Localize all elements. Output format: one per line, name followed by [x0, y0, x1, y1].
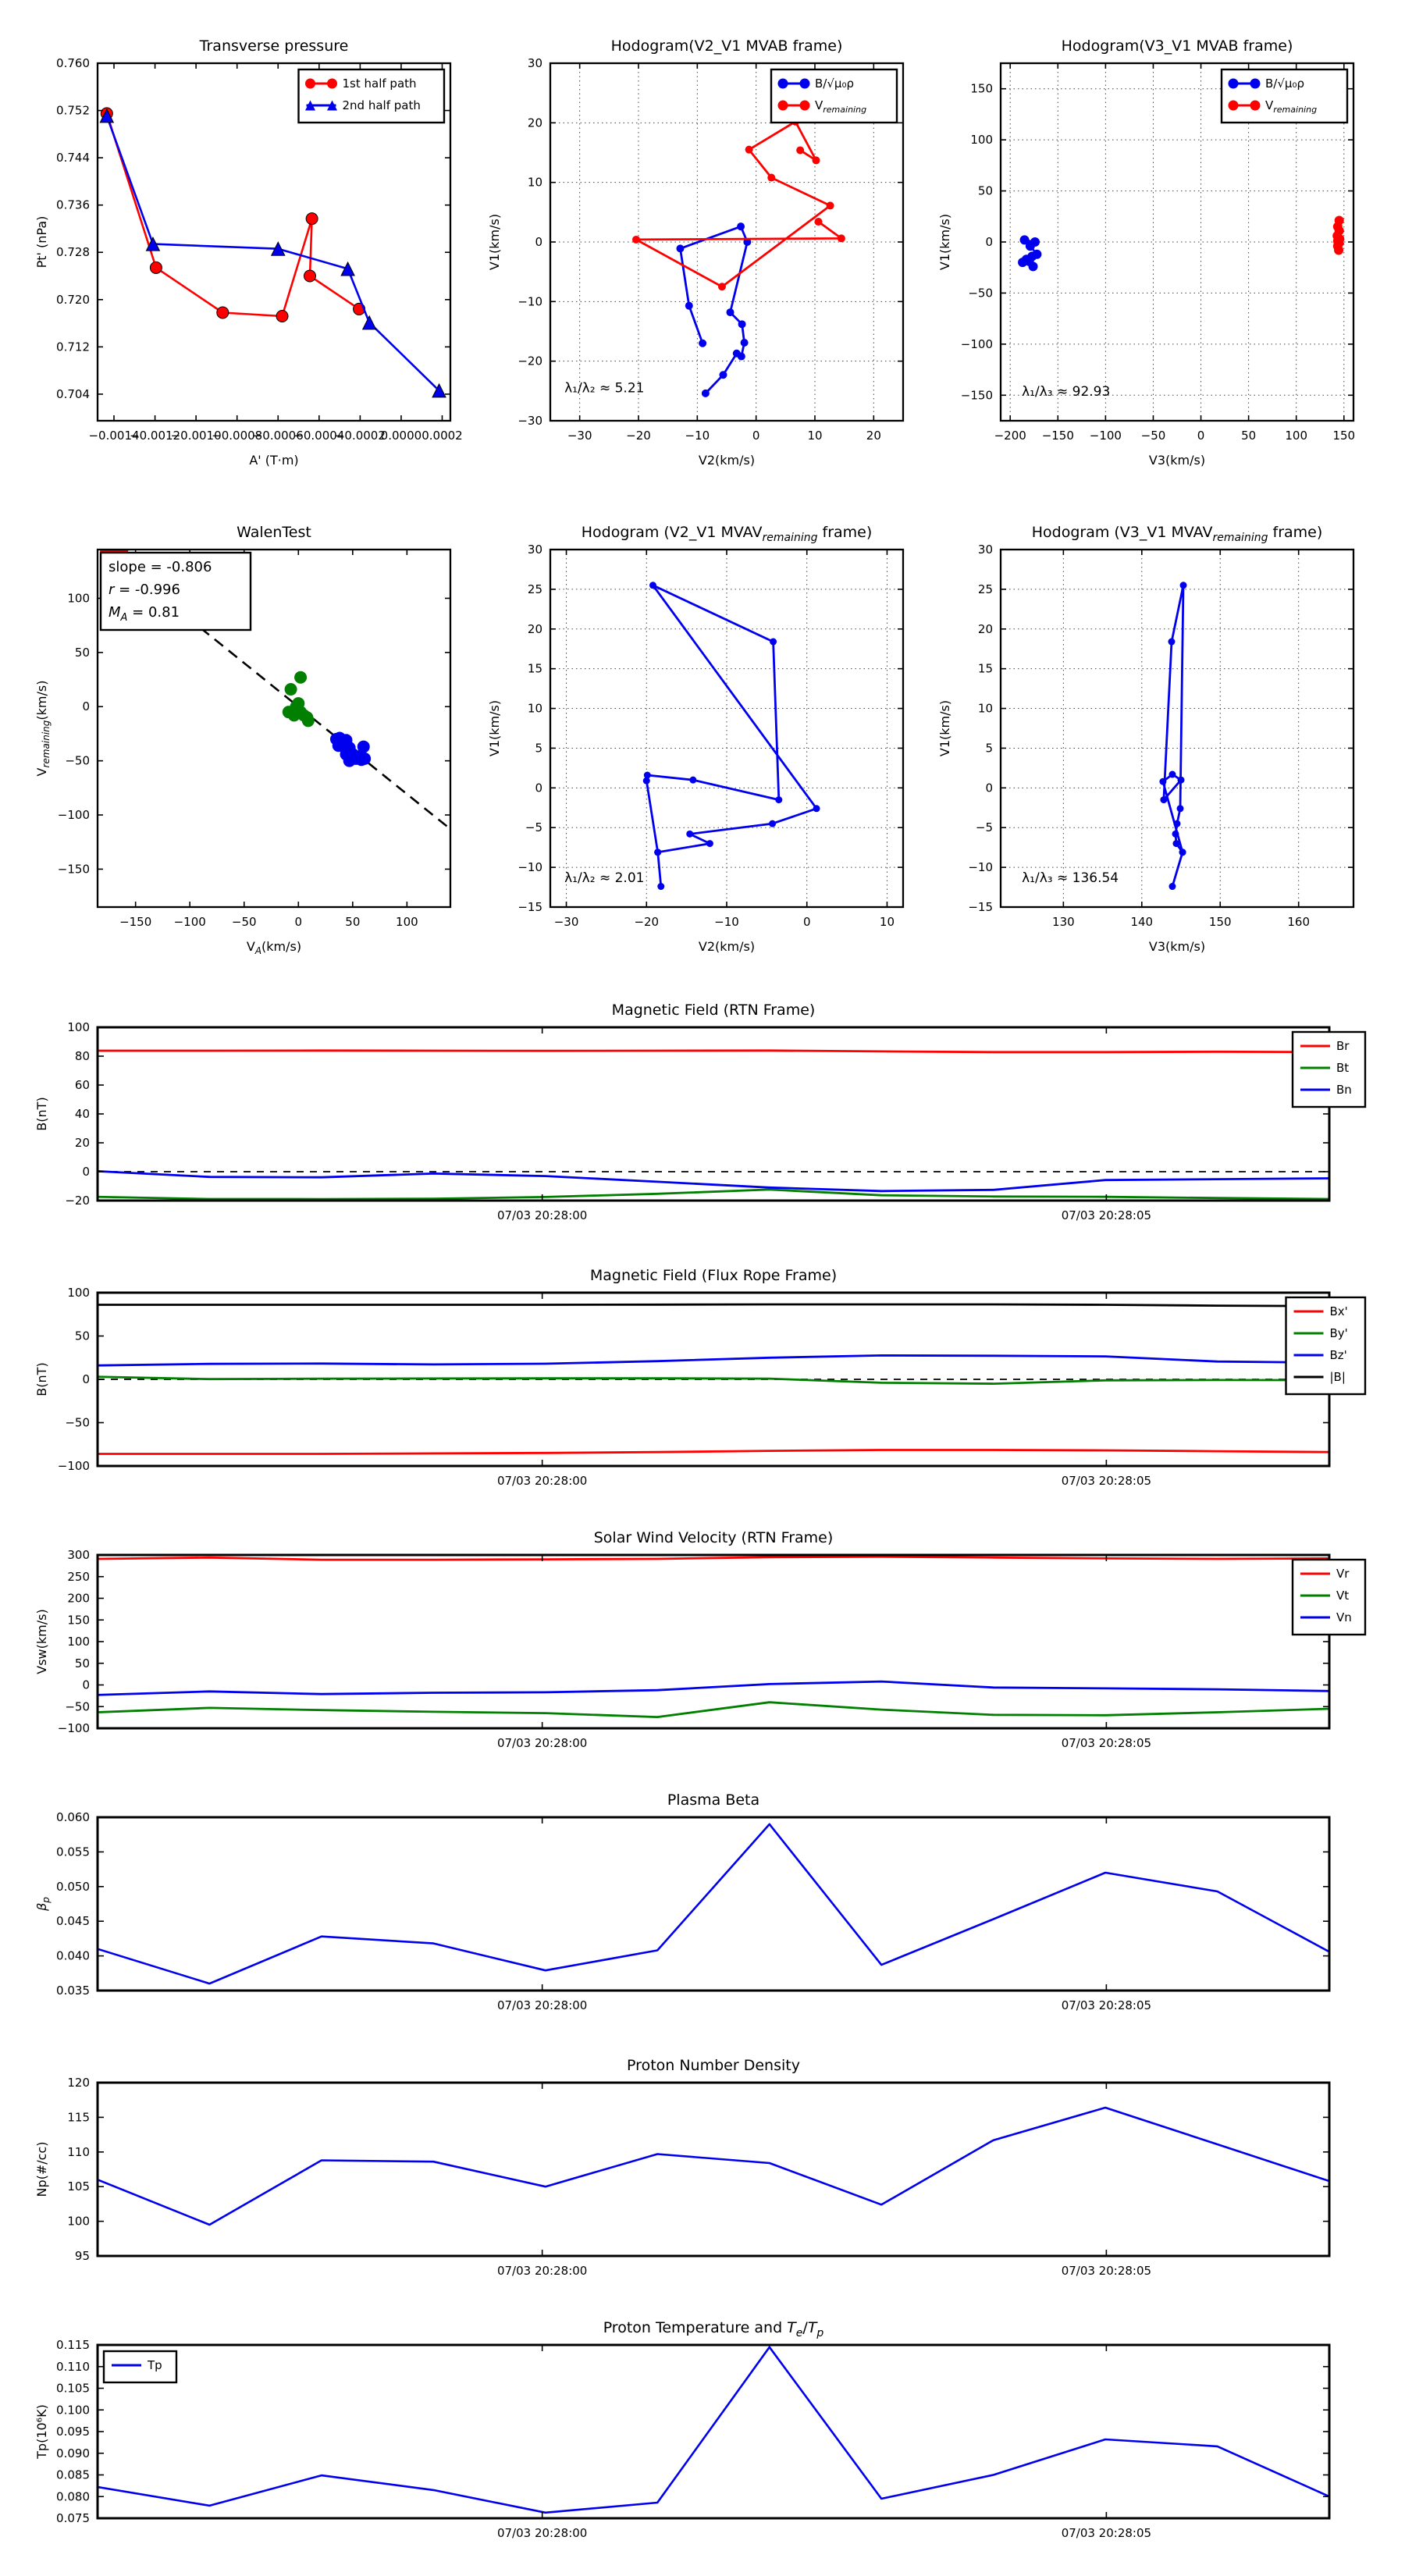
svg-text:07/03 20:28:05: 07/03 20:28:05 [1061, 2526, 1152, 2540]
svg-text:0.744: 0.744 [56, 151, 90, 165]
svg-text:−0.0012: −0.0012 [130, 429, 181, 443]
svg-text:−20: −20 [65, 1194, 90, 1208]
svg-text:07/03 20:28:00: 07/03 20:28:00 [496, 2526, 588, 2540]
svg-text:10: 10 [879, 915, 895, 929]
svg-text:A' (T·m): A' (T·m) [249, 453, 299, 468]
svg-text:−50: −50 [65, 753, 90, 768]
svg-text:0.080: 0.080 [56, 2489, 90, 2504]
svg-text:30: 30 [527, 56, 542, 70]
panel-hodogram-v3v1-mvav [927, 506, 1368, 974]
svg-text:−15: −15 [968, 900, 993, 914]
svg-text:V2(km/s): V2(km/s) [698, 939, 756, 954]
svg-text:100: 100 [67, 1020, 90, 1034]
svg-text:160: 160 [1287, 915, 1311, 929]
svg-text:0.090: 0.090 [56, 2446, 90, 2460]
svg-text:07/03 20:28:00: 07/03 20:28:00 [496, 1998, 588, 2012]
svg-text:−15: −15 [518, 900, 542, 914]
svg-text:Proton Temperature and Te/Tp: Proton Temperature and $T_e/T_p$ [603, 2319, 824, 2339]
svg-text:50: 50 [345, 915, 361, 929]
svg-text:0.720: 0.720 [56, 292, 90, 307]
svg-text:0.035: 0.035 [56, 1984, 90, 1998]
svg-text:V1(km/s): V1(km/s) [937, 213, 952, 271]
svg-text:07/03 20:28:05: 07/03 20:28:05 [1061, 1736, 1152, 1750]
panel-hodogram-v2v1-mvab [476, 20, 917, 488]
svg-text:−5: −5 [525, 820, 542, 835]
svg-text:Pt' (nPa): Pt' (nPa) [34, 215, 49, 269]
svg-text:1st half path: 1st half path [342, 76, 417, 91]
svg-text:Hodogram(V2_V1 MVAB frame): Hodogram(V2_V1 MVAB frame) [610, 37, 843, 55]
svg-text:0.115: 0.115 [56, 2338, 90, 2352]
svg-text:300: 300 [67, 1548, 90, 1562]
svg-text:0.0000: 0.0000 [380, 429, 422, 443]
svg-text:40: 40 [74, 1107, 90, 1121]
svg-text:B/√μ₀ρ: B/√μ₀ρ [815, 76, 854, 91]
svg-text:0.085: 0.085 [56, 2467, 90, 2482]
svg-text:−150: −150 [1041, 429, 1074, 443]
svg-text:−20: −20 [634, 915, 660, 929]
svg-text:Bx': Bx' [1329, 1304, 1348, 1318]
svg-text:−150: −150 [960, 388, 993, 403]
svg-text:60: 60 [74, 1078, 90, 1092]
svg-text:0.060: 0.060 [56, 1810, 90, 1824]
svg-text:λ₁/λ₃ ≈ 92.93: λ₁/λ₃ ≈ 92.93 [1022, 383, 1111, 400]
svg-text:−20: −20 [518, 354, 542, 368]
svg-text:Vremaining: $V_{remaining}$ [815, 98, 867, 115]
svg-text:−50: −50 [65, 1415, 90, 1430]
svg-text:βp: $\beta_p$ [34, 1897, 52, 1911]
svg-text:0: 0 [752, 429, 760, 443]
svg-text:λ₁/λ₂ ≈ 5.21: λ₁/λ₂ ≈ 5.21 [564, 380, 645, 397]
svg-text:20: 20 [527, 116, 542, 130]
svg-text:Hodogram (V2_V1 MVAVremaining: Hodogram (V2_V1 $MVAV_{remaining}$ frame) [581, 524, 873, 544]
svg-text:B(nT): B(nT) [34, 1362, 49, 1397]
panel-walen-test [23, 506, 464, 974]
svg-text:−50: −50 [231, 915, 257, 929]
svg-text:50: 50 [977, 183, 993, 198]
svg-text:−100: −100 [173, 915, 206, 929]
svg-text:V1(km/s): V1(km/s) [487, 699, 502, 757]
svg-text:−10: −10 [714, 915, 739, 929]
svg-text:Bt: Bt [1336, 1061, 1350, 1075]
panel-hodogram-v2v1-mvav [476, 506, 917, 974]
svg-text:−0.0006: −0.0006 [252, 429, 304, 443]
svg-text:0.110: 0.110 [56, 2359, 90, 2374]
panel-proton-number-density [0, 2048, 1405, 2306]
svg-text:Bn: Bn [1336, 1083, 1352, 1097]
svg-text:100: 100 [67, 2214, 90, 2229]
svg-text:−100: −100 [960, 336, 993, 351]
svg-text:110: 110 [67, 2144, 90, 2159]
svg-text:V3(km/s): V3(km/s) [1148, 453, 1206, 468]
svg-text:0: 0 [535, 235, 542, 249]
svg-text:0: 0 [82, 699, 90, 714]
svg-text:0.0002: 0.0002 [422, 429, 463, 443]
svg-text:Br: Br [1336, 1039, 1350, 1053]
svg-text:Bz': Bz' [1329, 1348, 1347, 1362]
svg-text:0: 0 [985, 235, 993, 249]
svg-text:Proton Number Density: Proton Number Density [627, 2057, 800, 2074]
svg-text:−5: −5 [975, 820, 993, 835]
svg-text:VA(km/s): $V_A(km/s)$ [246, 939, 302, 956]
svg-text:Hodogram (V3_V1 MVAVremaining: Hodogram (V3_V1 $MVAV_{remaining}$ frame) [1031, 524, 1323, 544]
svg-text:Vremaining(km/s): $V_{remaining}(km/s)$ [34, 680, 52, 777]
svg-text:MA = 0.81: $M_A = 0.81$ [108, 604, 180, 624]
svg-text:−30: −30 [553, 915, 579, 929]
svg-text:0.760: 0.760 [56, 56, 90, 70]
svg-text:150: 150 [1208, 915, 1232, 929]
svg-text:−150: −150 [119, 915, 152, 929]
svg-text:−0.0010: −0.0010 [170, 429, 222, 443]
svg-text:r = -0.996: r = -0.996 [108, 582, 180, 598]
svg-text:−10: −10 [968, 860, 993, 875]
panel-plasma-beta [0, 1783, 1405, 2041]
svg-text:5: 5 [985, 741, 993, 756]
svg-text:50: 50 [74, 645, 90, 660]
svg-text:07/03 20:28:05: 07/03 20:28:05 [1061, 2264, 1152, 2278]
svg-text:0.736: 0.736 [56, 197, 90, 212]
svg-text:Transverse pressure: Transverse pressure [199, 37, 349, 55]
svg-text:80: 80 [74, 1049, 90, 1063]
svg-text:150: 150 [1332, 429, 1356, 443]
panel-hodogram-v3v1-mvab [927, 20, 1368, 488]
svg-text:100: 100 [970, 133, 993, 148]
svg-text:λ₁/λ₃ ≈ 136.54: λ₁/λ₃ ≈ 136.54 [1022, 870, 1119, 886]
svg-text:Hodogram(V3_V1 MVAB frame): Hodogram(V3_V1 MVAB frame) [1061, 37, 1293, 55]
svg-text:−100: −100 [57, 808, 90, 823]
svg-text:130: 130 [1052, 915, 1075, 929]
svg-text:B/√μ₀ρ: B/√μ₀ρ [1265, 76, 1304, 91]
svg-text:0.045: 0.045 [56, 1914, 90, 1929]
svg-text:0: 0 [82, 1678, 90, 1692]
svg-text:0.095: 0.095 [56, 2425, 90, 2439]
svg-text:Solar Wind Velocity (RTN Frame: Solar Wind Velocity (RTN Frame) [593, 1529, 834, 1546]
svg-text:15: 15 [527, 661, 542, 676]
svg-text:0.752: 0.752 [56, 103, 90, 118]
svg-text:Magnetic Field (Flux Rope Fram: Magnetic Field (Flux Rope Frame) [589, 1267, 838, 1284]
svg-text:−0.0004: −0.0004 [293, 429, 345, 443]
svg-text:0: 0 [1197, 429, 1205, 443]
svg-text:0.105: 0.105 [56, 2381, 90, 2396]
panel-proton-temperature [0, 2311, 1405, 2568]
svg-text:0: 0 [535, 781, 542, 795]
svg-text:Plasma Beta: Plasma Beta [667, 1791, 760, 1809]
svg-text:50: 50 [74, 1656, 90, 1670]
svg-text:25: 25 [977, 582, 993, 596]
svg-text:20: 20 [527, 621, 542, 636]
panel-solar-wind-velocity [0, 1521, 1405, 1778]
svg-text:07/03 20:28:00: 07/03 20:28:00 [496, 1208, 588, 1222]
svg-text:150: 150 [67, 1613, 90, 1628]
panel-magnetic-field-flux-rope [0, 1258, 1405, 1516]
svg-text:WalenTest: WalenTest [237, 524, 311, 541]
svg-text:slope = -0.806: slope = -0.806 [108, 559, 212, 575]
svg-text:30: 30 [527, 543, 542, 557]
svg-text:−0.0002: −0.0002 [334, 429, 386, 443]
svg-text:07/03 20:28:00: 07/03 20:28:00 [496, 1736, 588, 1750]
svg-text:07/03 20:28:05: 07/03 20:28:05 [1061, 1998, 1152, 2012]
svg-text:0.728: 0.728 [56, 245, 90, 260]
svg-text:25: 25 [527, 582, 542, 596]
svg-text:0.100: 0.100 [56, 2403, 90, 2418]
svg-text:−0.0014: −0.0014 [88, 429, 140, 443]
svg-text:−200: −200 [994, 429, 1026, 443]
svg-text:−100: −100 [1089, 429, 1122, 443]
svg-text:20: 20 [866, 429, 881, 443]
svg-text:50: 50 [1241, 429, 1257, 443]
svg-text:−10: −10 [518, 860, 542, 875]
svg-text:95: 95 [74, 2249, 90, 2263]
svg-text:−30: −30 [518, 414, 542, 428]
svg-text:Vn: Vn [1336, 1610, 1352, 1624]
svg-text:105: 105 [67, 2179, 90, 2194]
svg-text:Np(#/cc): Np(#/cc) [34, 2141, 49, 2197]
svg-text:−50: −50 [968, 286, 993, 301]
svg-text:100: 100 [67, 1635, 90, 1649]
svg-text:Tp(10⁶K): Tp(10⁶K) [34, 2404, 49, 2459]
svg-text:−20: −20 [626, 429, 651, 443]
svg-text:20: 20 [74, 1136, 90, 1150]
svg-text:10: 10 [527, 701, 542, 716]
svg-text:200: 200 [67, 1591, 90, 1606]
svg-text:0: 0 [82, 1372, 90, 1386]
svg-text:0.704: 0.704 [56, 386, 90, 401]
svg-text:100: 100 [67, 591, 90, 606]
svg-text:07/03 20:28:00: 07/03 20:28:00 [496, 2264, 588, 2278]
svg-text:0.055: 0.055 [56, 1845, 90, 1859]
svg-text:−0.0008: −0.0008 [212, 429, 263, 443]
svg-text:15: 15 [977, 661, 993, 676]
svg-text:100: 100 [396, 915, 418, 929]
svg-text:50: 50 [74, 1329, 90, 1343]
svg-text:0: 0 [802, 915, 811, 929]
svg-text:−150: −150 [57, 862, 90, 877]
svg-text:0: 0 [985, 781, 993, 795]
panel-magnetic-field-rtn [0, 993, 1405, 1251]
svg-text:−10: −10 [518, 294, 542, 309]
svg-text:140: 140 [1130, 915, 1154, 929]
svg-text:By': By' [1329, 1326, 1348, 1340]
svg-text:07/03 20:28:00: 07/03 20:28:00 [496, 1474, 588, 1488]
svg-text:λ₁/λ₂ ≈ 2.01: λ₁/λ₂ ≈ 2.01 [564, 870, 645, 886]
svg-text:−50: −50 [1140, 429, 1166, 443]
svg-text:100: 100 [67, 1286, 90, 1300]
svg-text:0.050: 0.050 [56, 1879, 90, 1894]
svg-text:−10: −10 [685, 429, 710, 443]
svg-text:0: 0 [82, 1165, 90, 1179]
svg-text:−100: −100 [57, 1721, 90, 1735]
svg-text:V1(km/s): V1(km/s) [487, 213, 502, 271]
svg-text:0.040: 0.040 [56, 1948, 90, 1963]
svg-text:5: 5 [535, 741, 542, 756]
svg-text:−50: −50 [65, 1699, 90, 1714]
svg-text:0.712: 0.712 [56, 340, 90, 354]
svg-text:20: 20 [977, 621, 993, 636]
svg-text:150: 150 [970, 81, 993, 96]
svg-text:07/03 20:28:05: 07/03 20:28:05 [1061, 1208, 1152, 1222]
svg-text:Tp: Tp [148, 2358, 162, 2372]
svg-text:−100: −100 [57, 1459, 90, 1473]
svg-text:2nd half path: 2nd half path [342, 98, 421, 112]
svg-text:250: 250 [67, 1569, 90, 1584]
svg-text:120: 120 [67, 2076, 90, 2090]
svg-text:100: 100 [1285, 429, 1308, 443]
svg-text:10: 10 [527, 175, 542, 190]
svg-text:Magnetic Field (RTN Frame): Magnetic Field (RTN Frame) [611, 1002, 816, 1019]
svg-text:10: 10 [807, 429, 823, 443]
svg-text:V2(km/s): V2(km/s) [698, 453, 756, 468]
svg-text:Vremaining: $V_{remaining}$ [1265, 98, 1318, 115]
svg-text:Vsw(km/s): Vsw(km/s) [34, 1609, 49, 1674]
panel-transverse-pressure [23, 20, 464, 488]
svg-text:0.075: 0.075 [56, 2511, 90, 2525]
svg-text:30: 30 [977, 543, 993, 557]
svg-text:0: 0 [294, 915, 303, 929]
svg-text:Vt: Vt [1336, 1589, 1350, 1603]
svg-text:V3(km/s): V3(km/s) [1148, 939, 1206, 954]
svg-text:10: 10 [977, 701, 993, 716]
svg-text:−30: −30 [567, 429, 592, 443]
svg-text:07/03 20:28:05: 07/03 20:28:05 [1061, 1474, 1152, 1488]
svg-text:V1(km/s): V1(km/s) [937, 699, 952, 757]
svg-text:|B|: |B| [1329, 1370, 1346, 1384]
svg-text:115: 115 [67, 2110, 90, 2125]
svg-text:Vr: Vr [1336, 1567, 1350, 1581]
svg-text:B(nT): B(nT) [34, 1097, 49, 1131]
